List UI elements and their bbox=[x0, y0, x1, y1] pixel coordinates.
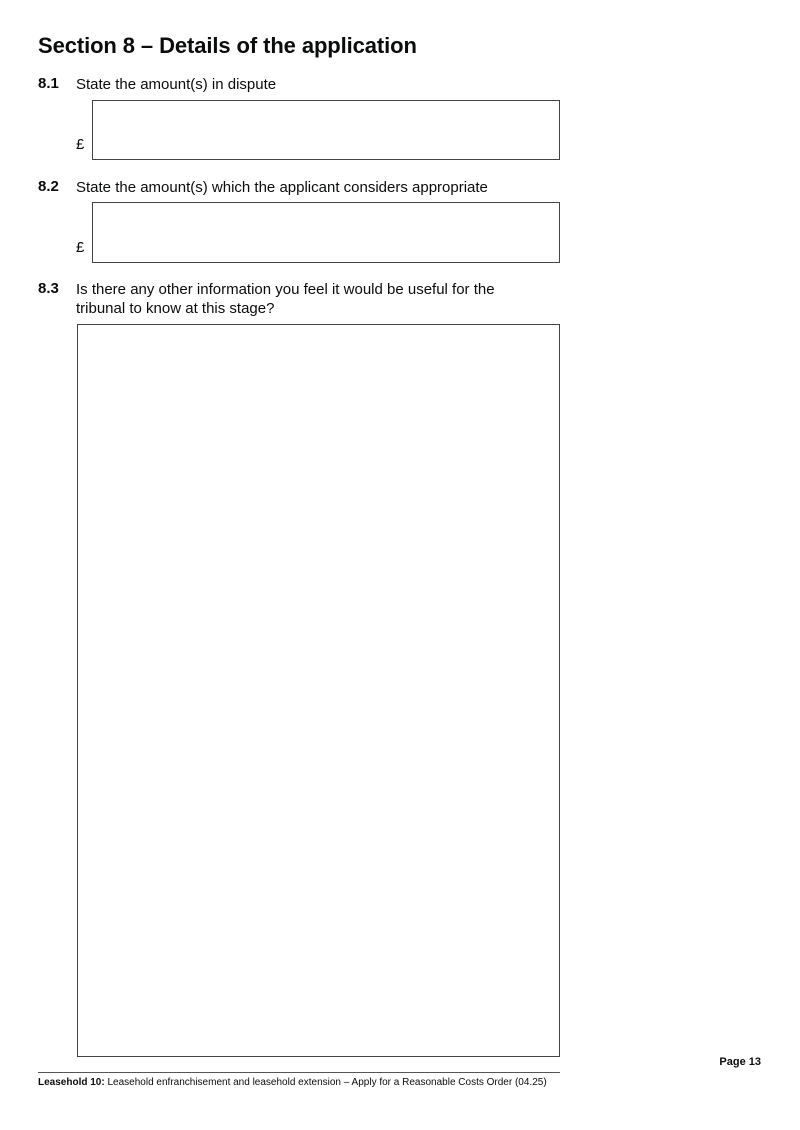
question-number-8-2: 8.2 bbox=[38, 178, 59, 195]
footer-description: Leasehold enfranchisement and leasehold extension – Apply for a Reasonable Costs Order (04.25) bbox=[107, 1077, 547, 1088]
question-number-8-3: 8.3 bbox=[38, 280, 59, 297]
currency-symbol-8-2: £ bbox=[76, 239, 85, 256]
footer-divider bbox=[38, 1072, 560, 1073]
question-text-8-1: State the amount(s) in dispute bbox=[76, 76, 277, 93]
page-number: Page 13 bbox=[719, 1056, 761, 1068]
currency-symbol-8-1: £ bbox=[76, 136, 85, 153]
appropriate-amount-field[interactable] bbox=[92, 202, 560, 263]
other-information-textarea[interactable] bbox=[77, 324, 560, 1057]
footer-form-name: Leasehold 10: bbox=[38, 1077, 105, 1088]
footer-text bbox=[38, 1077, 547, 1088]
amount-in-dispute-field[interactable] bbox=[92, 100, 560, 160]
question-text-8-3: Is there any other information you feel it would be useful for the tribunal to know at this stage? bbox=[76, 281, 495, 317]
page-title: Section 8 – Details of the application bbox=[38, 33, 417, 58]
question-text-8-2: State the amount(s) which the applicant considers appropriate bbox=[76, 179, 488, 196]
question-number-8-1: 8.1 bbox=[38, 75, 59, 92]
